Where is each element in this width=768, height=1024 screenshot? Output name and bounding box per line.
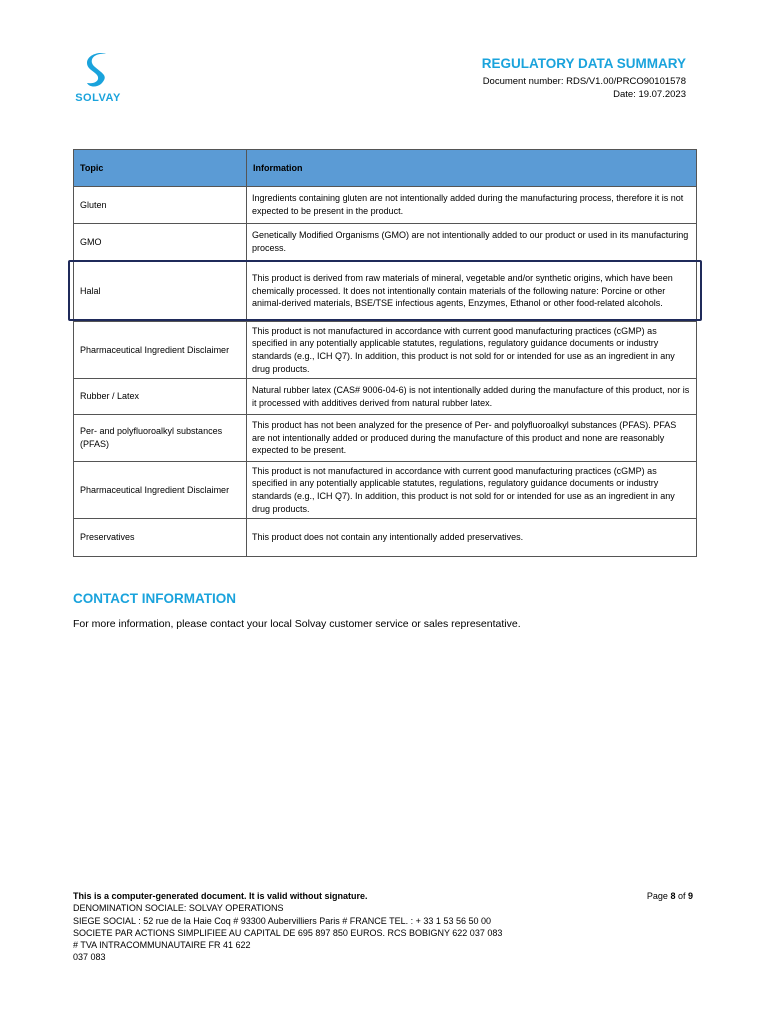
- footer-line: SOCIETE PAR ACTIONS SIMPLIFIEE AU CAPITAL DE 695 897 850 EUROS. RCS BOBIGNY 622 037 083: [73, 927, 503, 938]
- column-header-topic: Topic: [74, 150, 247, 187]
- row-information: This product is derived from raw materials of mineral, vegetable and/or synthetic origins, which have been chemically processed. It does not intentionally contain materials of the following nature: Porcine or other animal-derived materials, BSE/TSE infectious agents, Enzymes, Ethanol or other food-related alcohols.: [247, 261, 697, 322]
- document-title: REGULATORY DATA SUMMARY: [481, 56, 686, 71]
- footer-notice: This is a computer-generated document. It is valid without signature.: [73, 891, 368, 901]
- footer-line: DENOMINATION SOCIALE: SOLVAY OPERATIONS: [73, 903, 284, 914]
- table-row: [74, 224, 697, 261]
- table-row: [74, 322, 697, 379]
- document-number: Document number: RDS/V1.00/PRCO90101578: [482, 76, 686, 87]
- table-row: [74, 415, 697, 462]
- document-header: [482, 56, 686, 101]
- row-topic: Gluten: [74, 187, 247, 224]
- logo-text: SOLVAY: [75, 92, 121, 104]
- row-topic: Halal: [74, 261, 247, 322]
- row-topic: Per- and polyfluoroalkyl substances (PFAS): [74, 415, 247, 462]
- page-current: 8: [670, 891, 676, 901]
- row-topic: Rubber / Latex: [74, 379, 247, 415]
- table-row: [74, 519, 697, 557]
- contact-text: For more information, please contact your local Solvay customer service or sales representative.: [73, 618, 521, 630]
- row-information: Natural rubber latex (CAS# 9006-04-6) is not intentionally added during the manufacture of this product, nor is it processed with additives derived from natural rubber latex.: [247, 379, 697, 415]
- footer-line: SIEGE SOCIAL : 52 rue de la Haie Coq # 93300 Aubervilliers Paris # FRANCE TEL. : + 33 1 53 56 50 00: [73, 915, 491, 926]
- row-information: This product is not manufactured in accordance with current good manufacturing practices (cGMP) as specified in any potentially applicable statutes, regulations, regulatory guidance documents or industry standards (e.g., ICH Q7). In addition, this product is not sold for or intended for use as an ingredient in any drug products.: [247, 462, 697, 519]
- regulatory-table: [73, 149, 697, 557]
- row-information: This product does not contain any intentionally added preservatives.: [247, 519, 697, 557]
- row-topic: Pharmaceutical Ingredient Disclaimer: [74, 462, 247, 519]
- row-topic: Pharmaceutical Ingredient Disclaimer: [74, 322, 247, 379]
- column-header-information: Information: [247, 150, 697, 187]
- page-number: [647, 890, 693, 902]
- document-footer: [73, 890, 693, 964]
- row-information: Genetically Modified Organisms (GMO) are not intentionally added to our product or used in its manufacturing process.: [247, 224, 697, 261]
- footer-line: # TVA INTRACOMMUNAUTAIRE FR 41 622: [73, 940, 251, 951]
- document-date: Date: 19.07.2023: [613, 89, 686, 100]
- table-header-row: [74, 150, 697, 187]
- row-topic: Preservatives: [74, 519, 247, 557]
- page-total: 9: [687, 891, 693, 901]
- footer-line: 037 083: [73, 952, 106, 963]
- page-of: of: [675, 891, 688, 901]
- row-information: Ingredients containing gluten are not intentionally added during the manufacturing process, therefore it is not expected to be present in the product.: [247, 187, 697, 224]
- solvay-logo: [72, 50, 124, 104]
- table-row: [74, 462, 697, 519]
- row-information: This product is not manufactured in accordance with current good manufacturing practices (cGMP) as specified in any potentially applicable statutes, regulations, regulatory guidance documents or industry standards (e.g., ICH Q7). In addition, this product is not sold for or intended for use as an ingredient in any drug products.: [247, 322, 697, 379]
- table-row: [74, 379, 697, 415]
- table-row: [74, 187, 697, 224]
- row-topic: GMO: [74, 224, 247, 261]
- contact-heading: CONTACT INFORMATION: [73, 591, 236, 606]
- row-information: This product has not been analyzed for the presence of Per- and polyfluoroalkyl substances (PFAS). PFAS are not intentionally added or produced during the manufacture of this product and none are reasonably expected to be present.: [247, 415, 697, 462]
- page-prefix: Page: [646, 891, 671, 901]
- table-row: [74, 261, 697, 322]
- solvay-s-icon: [81, 50, 115, 90]
